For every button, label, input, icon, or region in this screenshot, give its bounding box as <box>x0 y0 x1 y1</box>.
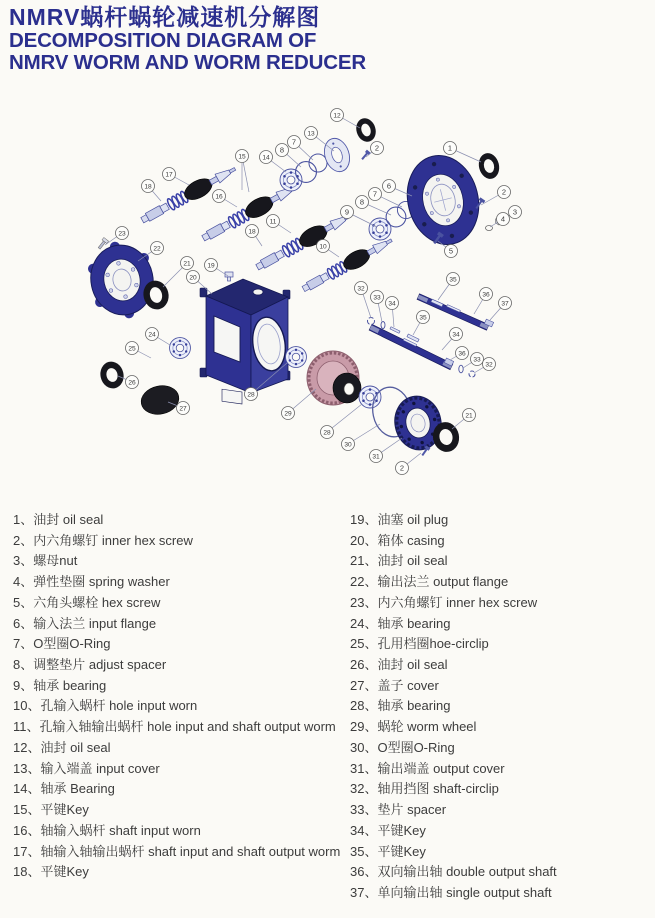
balloon-26 <box>126 376 139 389</box>
svg-text:5: 5 <box>448 246 454 256</box>
balloon-15 <box>236 150 249 163</box>
parts-list-item: 18、平键Key <box>13 864 89 880</box>
parts-list-item: 33、垫片 spacer <box>350 802 447 818</box>
svg-text:22: 22 <box>153 245 161 253</box>
balloon-28 <box>321 426 334 439</box>
balloon-2 <box>371 142 384 155</box>
svg-text:35: 35 <box>449 276 457 284</box>
oil-seal-1 <box>476 151 502 181</box>
balloon-18 <box>142 180 155 193</box>
parts-list-item: 25、孔用档圈hoe-circlip <box>350 636 489 652</box>
balloon-32 <box>483 358 496 371</box>
svg-text:32: 32 <box>485 361 493 369</box>
parts-list-item: 10、孔输入蜗杆 hole input worn <box>13 698 198 714</box>
svg-text:31: 31 <box>372 453 380 461</box>
input-flange-6 <box>398 148 488 252</box>
parts-list-item: 23、内六角螺钉 inner hex screw <box>350 594 538 610</box>
balloon-22 <box>151 242 164 255</box>
svg-text:2: 2 <box>399 463 405 473</box>
balloon-25 <box>126 342 139 355</box>
svg-text:11: 11 <box>269 218 277 226</box>
svg-text:34: 34 <box>388 300 396 308</box>
bearing-9 <box>369 218 391 240</box>
svg-text:12: 12 <box>333 112 341 120</box>
svg-text:34: 34 <box>452 331 460 339</box>
balloon-12 <box>331 109 344 122</box>
svg-text:1: 1 <box>447 143 453 153</box>
spacer-33a <box>381 322 385 329</box>
output-flange-22 <box>84 235 161 324</box>
balloon-30 <box>342 438 355 451</box>
oil-seal-12 <box>353 116 378 145</box>
balloon-5 <box>445 245 458 258</box>
parts-list-item: 3、螺母nut <box>13 553 78 569</box>
svg-text:16: 16 <box>215 193 223 201</box>
exploded-diagram <box>0 90 655 510</box>
balloon-24 <box>146 328 159 341</box>
parts-list-item: 29、蜗轮 worm wheel <box>350 719 477 735</box>
parts-list-item: 13、输入端盖 input cover <box>13 760 160 776</box>
balloon-34 <box>450 328 463 341</box>
svg-text:8: 8 <box>279 145 285 155</box>
balloon-32 <box>355 282 368 295</box>
balloon-21 <box>463 409 476 422</box>
svg-text:6: 6 <box>386 181 392 191</box>
svg-text:4: 4 <box>500 214 506 224</box>
svg-text:21: 21 <box>183 260 191 268</box>
parts-list-item: 20、箱体 casing <box>350 532 445 548</box>
oil-seal-26 <box>98 359 127 391</box>
balloon-20 <box>187 271 200 284</box>
svg-text:21: 21 <box>465 412 473 420</box>
parts-list-item: 36、双向输出轴 double output shaft <box>350 864 557 880</box>
balloon-6 <box>383 180 396 193</box>
svg-text:18: 18 <box>248 228 256 236</box>
balloon-11 <box>267 215 280 228</box>
balloon-29 <box>282 407 295 420</box>
bearing-28-left <box>286 347 307 368</box>
parts-list-item: 9、轴承 bearing <box>13 677 107 693</box>
parts-list-item: 14、轴承 Bearing <box>13 781 115 797</box>
svg-text:2: 2 <box>374 143 380 153</box>
balloon-17 <box>163 168 176 181</box>
parts-list-item: 15、平键Key <box>13 802 89 818</box>
svg-text:2: 2 <box>501 187 507 197</box>
o-ring-7b <box>386 207 406 227</box>
balloon-36 <box>480 288 493 301</box>
balloon-16 <box>213 190 226 203</box>
parts-list-item: 17、轴输入轴输出蜗杆 shaft input and shaft output worm <box>13 843 341 859</box>
casing-20 <box>200 279 290 404</box>
parts-list-item: 27、盖子 cover <box>350 677 439 693</box>
bearing-28-right <box>359 386 381 408</box>
balloon-35 <box>417 311 430 324</box>
parts-list-item: 28、轴承 bearing <box>350 698 451 714</box>
page-title-chinese: NMRV蜗杆蜗轮减速机分解图 <box>9 4 321 30</box>
shaft-circlip-32a <box>368 318 375 325</box>
balloon-21 <box>181 257 194 270</box>
svg-text:27: 27 <box>179 405 187 413</box>
balloon-13 <box>305 127 318 140</box>
parts-list-item: 34、平键Key <box>350 822 426 838</box>
page-title-english-line2: NMRV WORM AND WORM REDUCER <box>9 50 366 74</box>
shaft-circlip-32b <box>469 371 475 377</box>
balloon-4 <box>497 213 510 226</box>
balloon-27 <box>177 402 190 415</box>
svg-text:33: 33 <box>473 356 481 364</box>
balloon-28 <box>245 388 258 401</box>
parts-list-item: 1、油封 oil seal <box>13 512 104 527</box>
svg-text:28: 28 <box>323 429 331 437</box>
parts-list-item: 19、油塞 oil plug <box>350 512 449 527</box>
balloon-35 <box>447 273 460 286</box>
balloon-8 <box>276 144 289 157</box>
balloon-7 <box>288 136 301 149</box>
svg-text:28: 28 <box>247 391 255 399</box>
worm-wheel-29 <box>307 351 361 405</box>
parts-list-item: 31、输出端盖 output cover <box>350 760 505 776</box>
svg-text:30: 30 <box>344 441 352 449</box>
svg-text:32: 32 <box>357 285 365 293</box>
parts-list-item: 30、O型圈O-Ring <box>350 739 455 755</box>
parts-list-item: 22、输出法兰 output flange <box>350 574 509 590</box>
parts-list-item: 26、油封 oil seal <box>350 657 448 673</box>
svg-text:26: 26 <box>128 379 136 387</box>
balloon-8 <box>356 196 369 209</box>
svg-text:15: 15 <box>238 153 246 161</box>
parts-list-item: 8、调整垫片 adjust spacer <box>13 657 167 673</box>
balloon-3 <box>509 206 522 219</box>
balloon-14 <box>260 151 273 164</box>
svg-text:29: 29 <box>284 410 292 418</box>
parts-list-item: 7、O型圈O-Ring <box>13 636 111 652</box>
parts-list-item: 6、输入法兰 input flange <box>13 615 157 631</box>
parts-list-item: 12、油封 oil seal <box>13 739 111 755</box>
balloon-9 <box>341 206 354 219</box>
balloon-33 <box>471 353 484 366</box>
spacer-33b <box>459 365 463 373</box>
balloon-1 <box>444 142 457 155</box>
parts-list-item: 5、六角头螺栓 hex screw <box>13 594 161 610</box>
parts-list-item: 21、油封 oil seal <box>350 553 448 569</box>
parts-list-left-column <box>13 510 345 883</box>
parts-list-item: 11、孔输入轴输出蜗杆 hole input and shaft output worm <box>13 719 336 735</box>
svg-text:7: 7 <box>291 137 297 147</box>
svg-text:25: 25 <box>128 345 136 353</box>
hex-screw-2a <box>360 150 371 161</box>
svg-text:35: 35 <box>419 314 427 322</box>
balloon-33 <box>371 291 384 304</box>
svg-text:23: 23 <box>118 230 126 238</box>
balloon-2 <box>498 186 511 199</box>
svg-text:36: 36 <box>482 291 490 299</box>
svg-text:18: 18 <box>144 183 152 191</box>
svg-text:20: 20 <box>189 274 197 282</box>
page-title-english-line1: DECOMPOSITION DIAGRAM OF <box>9 29 317 52</box>
key-34 <box>390 327 400 334</box>
balloon-19 <box>205 259 218 272</box>
balloon-2 <box>396 462 409 475</box>
balloon-36 <box>456 347 469 360</box>
svg-text:3: 3 <box>512 207 518 217</box>
parts-list-item: 2、内六角螺钉 inner hex screw <box>13 532 193 548</box>
svg-text:13: 13 <box>307 130 315 138</box>
parts-list-item: 35、平键Key <box>350 843 426 859</box>
balloon-34 <box>386 297 399 310</box>
title-block <box>9 5 366 73</box>
output-shaft-single-37 <box>417 292 489 330</box>
balloon-23 <box>116 227 129 240</box>
parts-list-item: 32、轴用挡图 shaft-circlip <box>350 781 499 797</box>
balloon-18 <box>246 225 259 238</box>
svg-text:9: 9 <box>344 207 350 217</box>
parts-list-right-column <box>350 510 653 904</box>
bearing-24 <box>170 338 191 359</box>
output-shaft-double-36 <box>369 323 453 370</box>
parts-list-item: 37、单向输出轴 single output shaft <box>350 884 552 900</box>
parts-list-item: 4、弹性垫圈 spring washer <box>13 574 170 590</box>
svg-text:14: 14 <box>262 154 270 162</box>
parts-list-item: 16、轴输入蜗杆 shaft input worn <box>13 822 201 838</box>
balloon-10 <box>317 240 330 253</box>
svg-text:24: 24 <box>148 331 156 339</box>
svg-text:10: 10 <box>319 243 327 251</box>
svg-text:7: 7 <box>372 189 378 199</box>
oil-plug-19 <box>225 272 233 281</box>
svg-text:33: 33 <box>373 294 381 302</box>
svg-text:17: 17 <box>165 171 173 179</box>
svg-text:19: 19 <box>207 262 215 270</box>
balloon-37 <box>499 297 512 310</box>
svg-text:8: 8 <box>359 197 365 207</box>
parts-list-item: 24、轴承 bearing <box>350 615 451 631</box>
svg-text:36: 36 <box>458 350 466 358</box>
balloon-7 <box>369 188 382 201</box>
cover-27 <box>139 382 182 417</box>
balloon-31 <box>370 450 383 463</box>
svg-text:37: 37 <box>501 300 509 308</box>
casing-nameplate <box>222 389 242 404</box>
